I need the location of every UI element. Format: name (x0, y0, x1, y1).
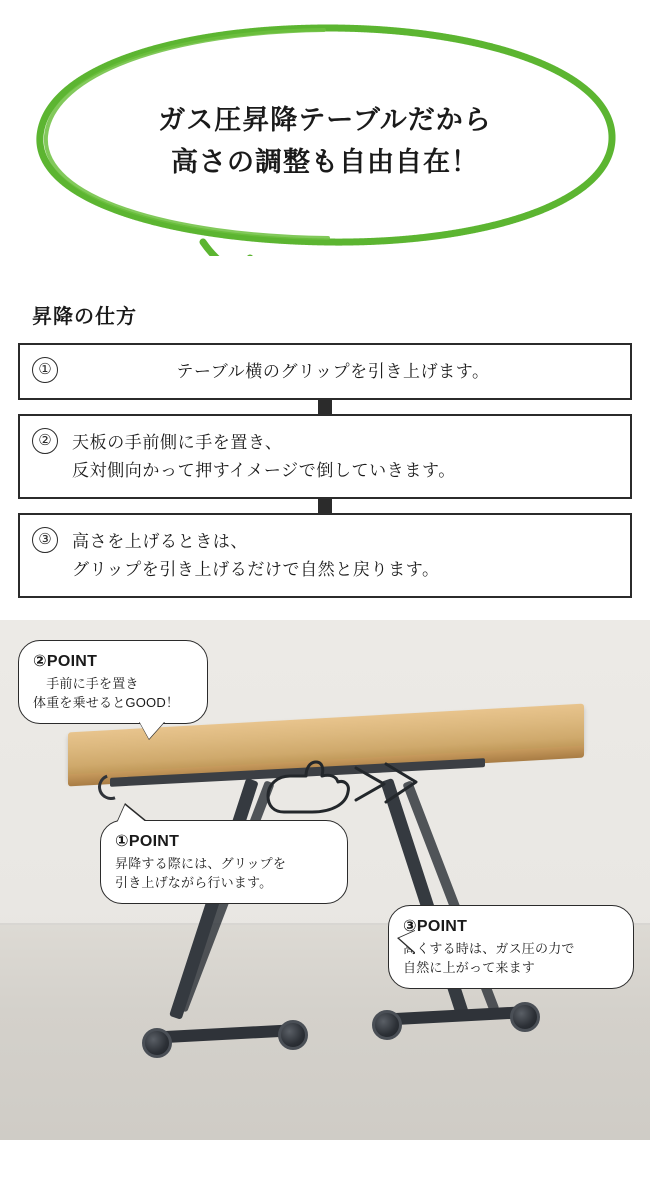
step-number: ③ (32, 527, 58, 553)
caster-wheel (142, 1028, 172, 1058)
headline-line-1: ガス圧昇降テーブルだから (158, 105, 492, 135)
step-row (18, 343, 632, 400)
bubble-line: 高くする時は、ガス圧の力で (403, 941, 575, 957)
step-text (72, 357, 620, 386)
bubble-tail (399, 930, 417, 954)
step-number: ② (32, 428, 58, 454)
step-text-line: グリップを引き上げるだけで自然と戻ります。 (72, 560, 440, 580)
hand-and-arrows-doodle (260, 750, 440, 820)
product-photo (0, 620, 650, 1140)
step-text-line: テーブル横のグリップを引き上げます。 (176, 362, 490, 381)
callout-bubble-point-2 (18, 640, 208, 724)
bubble-line: 昇降する際には、グリップを (115, 856, 287, 872)
bubble-line: 手前に手を置き (33, 676, 139, 692)
bubble-tail (117, 805, 147, 823)
step-row (18, 414, 632, 499)
callout-bubble-point-1 (100, 820, 348, 904)
bubble-tail (139, 721, 165, 739)
step-text (72, 428, 456, 485)
step-row (18, 513, 632, 598)
step-connector (318, 499, 332, 513)
step-text-line: 高さを上げるときは、 (72, 532, 248, 552)
bubble-title: ②POINT (33, 653, 98, 671)
steps-section (0, 300, 650, 598)
headline-block (0, 0, 650, 300)
bubble-line: 自然に上がって来ます (403, 960, 536, 976)
page-title (0, 100, 650, 184)
step-connector (318, 400, 332, 414)
step-text (72, 527, 440, 584)
bubble-line: 体重を乗せるとGOOD！ (33, 695, 180, 711)
step-text-line: 反対側向かって押すイメージで倒していきます。 (72, 461, 456, 481)
bubble-title: ③POINT (403, 918, 468, 936)
steps-title: 昇降の仕方 (32, 306, 137, 328)
caster-wheel (372, 1010, 402, 1040)
headline-line-2: 高さの調整も自由自在！ (171, 146, 479, 177)
callout-bubble-point-3 (388, 905, 634, 989)
bubble-line: 引き上げながら行います。 (115, 875, 273, 891)
bubble-title: ①POINT (115, 833, 180, 851)
caster-wheel (510, 1002, 540, 1032)
step-number: ① (32, 357, 58, 383)
caster-wheel (278, 1020, 308, 1050)
step-text-line: 天板の手前側に手を置き、 (72, 433, 283, 453)
